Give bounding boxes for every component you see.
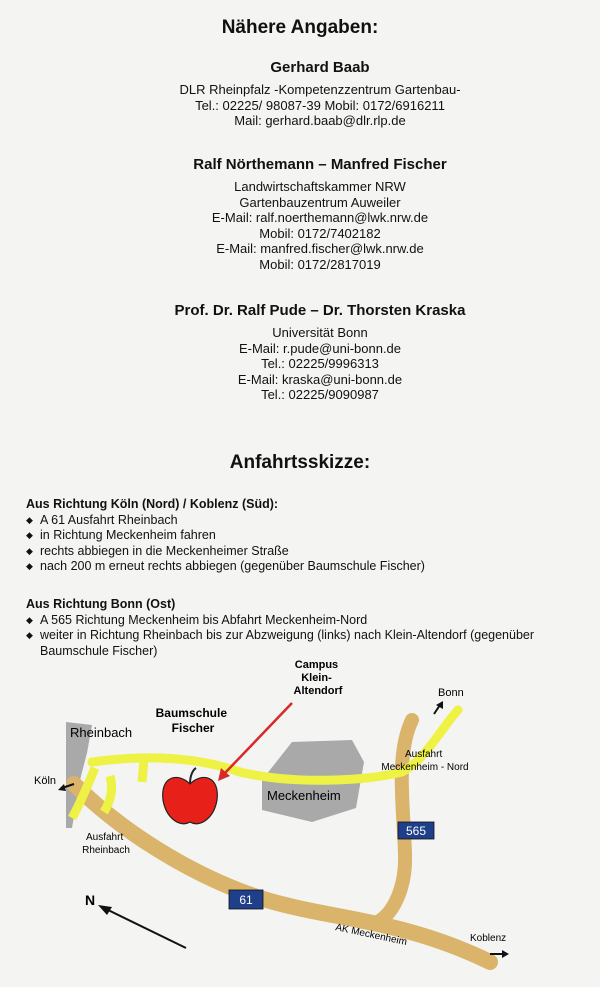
contact-line: Mail: gerhard.baab@dlr.rlp.de [234,113,406,128]
directions-map [0,650,600,987]
directions-heading: Anfahrtsskizze: [229,452,371,473]
contact-name: Prof. Dr. Ralf Pude – Dr. Thorsten Kraska [174,302,466,319]
route-step: ◆ A 565 Richtung Meckenheim bis Abfahrt Meckenheim-Nord [26,613,586,629]
local-road-campus [142,760,144,782]
koblenz-label: Koblenz [470,933,507,944]
local-road-branch [104,776,112,812]
north-label: N [85,892,96,908]
route-title: Aus Richtung Bonn (Ost) [26,597,176,611]
route-step: ◆ nach 200 m erneut rechts abbiegen (gegenüber Baumschule Fischer) [26,559,586,575]
contact-name: Gerhard Baab [270,59,370,76]
contact-noerthemann-fischer [0,155,600,272]
a565-label: 565 [405,824,427,838]
contact-name: Ralf Nörthemann – Manfred Fischer [193,156,447,173]
contact-line: Tel.: 02225/ 98087-39 Mobil: 0172/6916211 [195,97,445,113]
campus-label: Campus Klein- Altendorf [293,659,343,697]
route-title: Aus Richtung Köln (Nord) / Koblenz (Süd): [26,497,279,511]
contact-line: E-Mail: r.pude@uni-bonn.de [238,340,402,356]
contact-line: E-Mail: kraska@uni-bonn.de [237,371,403,387]
apple-icon [163,777,218,823]
contact-line: Mobil: 0172/7402182 [259,225,381,241]
contact-line: E-Mail: ralf.noerthemann@lwk.nrw.de [211,210,429,225]
route-koeln-koblenz [26,497,586,575]
koeln-arrowhead [58,784,66,791]
details-heading: Nähere Angaben: [221,17,379,38]
route-step: ◆ weiter in Richtung Rheinbach bis zur Abzweigung (links) nach Klein-Altendorf (gegenüber Baumschule Fischer) [26,628,540,659]
contact-baab [0,58,600,129]
north-arrow-line [104,908,186,948]
contact-line: E-Mail: manfred.fischer@lwk.nrw.de [216,241,424,256]
contact-line: Mobil: 0172/2817019 [259,256,381,272]
baumschule-label: Baumschule Fischer [155,706,228,735]
bonn-label: Bonn [438,687,464,699]
route-step: ◆ rechts abbiegen in die Meckenheimer Straße [26,544,586,560]
ausfahrt-rheinbach-label: Ausfahrt Rheinbach [82,832,130,856]
meckenheim-label: Meckenheim [267,788,341,803]
contact-pude-kraska [0,301,600,403]
koeln-label: Köln [34,775,57,787]
north-arrowhead [98,905,112,915]
a61-label: 61 [239,893,253,907]
contact-line: Universität Bonn [272,325,368,340]
koblenz-arrowhead [502,950,509,958]
rheinbach-label: Rheinbach [70,725,133,740]
contact-line: Tel.: 02225/9996313 [261,356,379,371]
contact-line: Gartenbauzentrum Auweiler [239,194,401,210]
ausfahrt-meckenheim-label: Ausfahrt Meckenheim - Nord [381,749,469,773]
contact-line: Landwirtschaftskammer NRW [234,179,406,194]
route-step: ◆ in Richtung Meckenheim fahren [26,528,586,544]
contact-line: Tel.: 02225/9090987 [261,387,379,402]
contact-line: DLR Rheinpfalz -Kompetenzzentrum Gartenbau- [179,82,461,97]
route-step: ◆ A 61 Ausfahrt Rheinbach [26,513,586,529]
ak-meckenheim-label: AK Meckenheim [334,922,408,949]
